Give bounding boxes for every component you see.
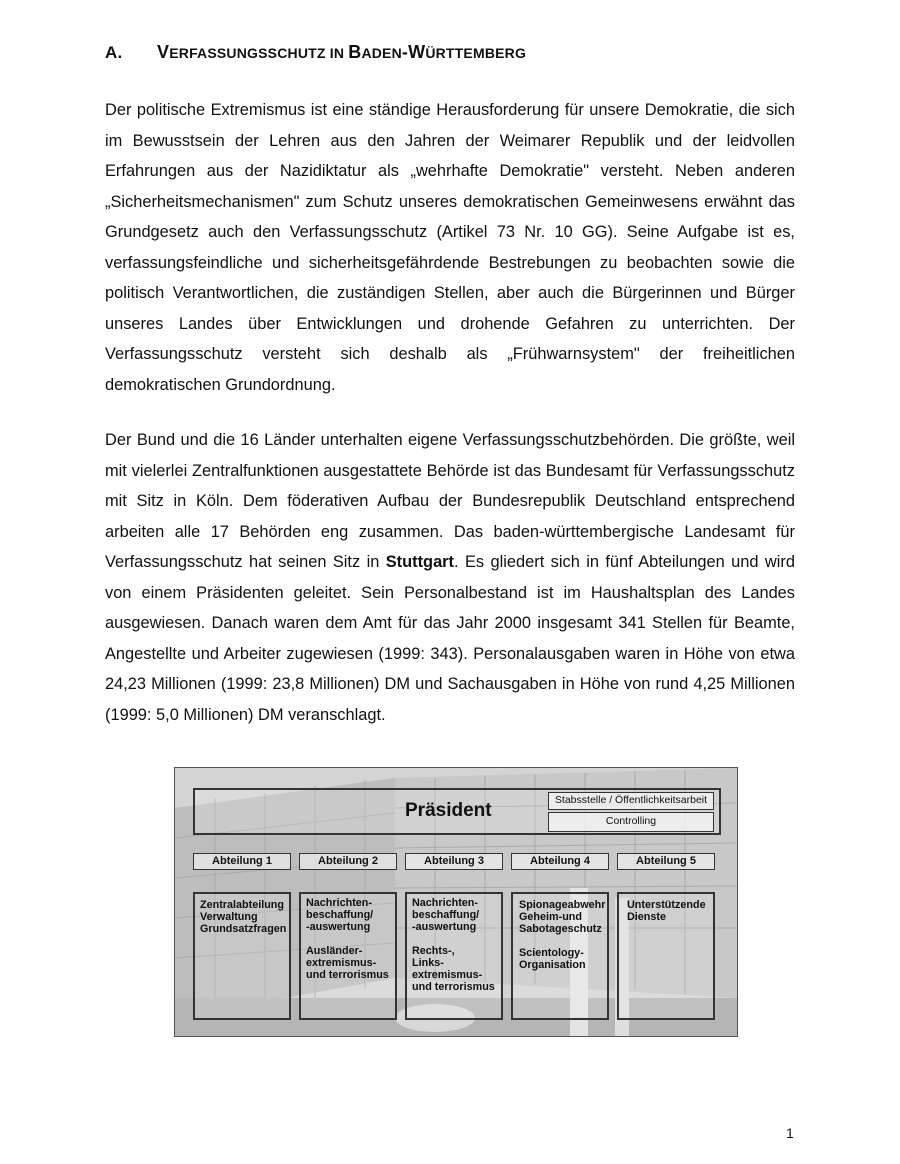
section-heading: A. VERFASSUNGSSCHUTZ IN BADEN-WÜRTTEMBERG (105, 42, 527, 62)
org-chart (174, 767, 738, 1037)
department-4-label: Abteilung 4 (511, 853, 609, 870)
president-title: Präsident (405, 800, 492, 821)
department-2-label: Abteilung 2 (299, 853, 397, 870)
paragraph-extremism: Der politische Extremismus ist eine ständige Herausforderung für unsere Demokratie, die sich im Bewusstsein der Lehren aus den Jahren der Weimarer Republik und der leidvollen Erfahrungen aus der Nazidiktatur als „wehrhafte Demokratie" versteht. Neben anderen „Sicherheitsmechanismen" zum Schutz unseres demokratischen Gemeinwesens erwähnt das Grundgesetz auch den Verfassungsschutz (Artikel 73 Nr. 10 GG). Seine Aufgabe ist es, verfassungsfeindliche und sicherheitsgefährdende Bestrebungen zu beobachten sowie die politisch Verantwortlichen, die zuständigen Stellen, aber auch die Bürgerinnen und Bürger unseres Landes über Entwicklungen und drohende Gefahren zu unterrichten. Der Verfassungsschutz versteht sich deshalb als „Frühwarnsystem" der freiheitlichen demokratischen Grundordnung. (105, 101, 795, 394)
staff-unit-box: Stabsstelle / Öffentlichkeitsarbeit (548, 792, 714, 810)
department-3-label: Abteilung 3 (405, 853, 503, 870)
page-number: 1 (786, 1125, 794, 1141)
section-number: A. (105, 43, 123, 62)
department-4-tasks: Spionageabwehr Geheim-und Sabotageschutz Scientology- Organisation (519, 899, 606, 971)
department-1-label: Abteilung 1 (193, 853, 291, 870)
paragraph-authorities: Der Bund und die 16 Länder unterhalten eigene Verfassungsschutzbehörden. Die größte, weil mit vielerlei Zentralfunktionen ausgestattete Behörde ist das Bundesamt für Verfassungsschutz mit Sitz in Köln. Dem föderativen Aufbau der Bundesrepublik Deutschland entsprechend arbeiten alle 17 Behörden eng zusammen. Das baden-württembergische Landesamt für Verfassungsschutz hat seinen Sitz in Stuttgart. Es gliedert sich in fünf Abteilungen und wird von einem Präsidenten geleitet. Sein Personalbestand ist im Haushaltsplan des Landes ausgewiesen. Danach waren dem Amt für das Jahr 2000 insgesamt 341 Stellen für Beamte, Angestellte und Arbeiter zugewiesen (1999: 343). Personalausgaben waren in Höhe von etwa 24,23 Millionen (1999: 23,8 Millionen) DM und Sachausgaben in Höhe von rund 4,25 Millionen (1999: 5,0 Millionen) DM veranschlagt. (105, 431, 795, 724)
department-5-tasks: Unterstützende Dienste (627, 899, 706, 923)
controlling-box: Controlling (548, 812, 714, 832)
city-stuttgart: Stuttgart (385, 553, 455, 571)
department-3-tasks: Nachrichten- beschaffung/ -auswertung Rechts-, Links- extremismus- und terrorismus (412, 897, 495, 993)
department-1-tasks: Zentralabteilung Verwaltung Grundsatzfragen (200, 899, 287, 935)
department-2-tasks: Nachrichten- beschaffung/ -auswertung Ausländer- extremismus- und terrorismus (306, 897, 389, 981)
department-5-label: Abteilung 5 (617, 853, 715, 870)
